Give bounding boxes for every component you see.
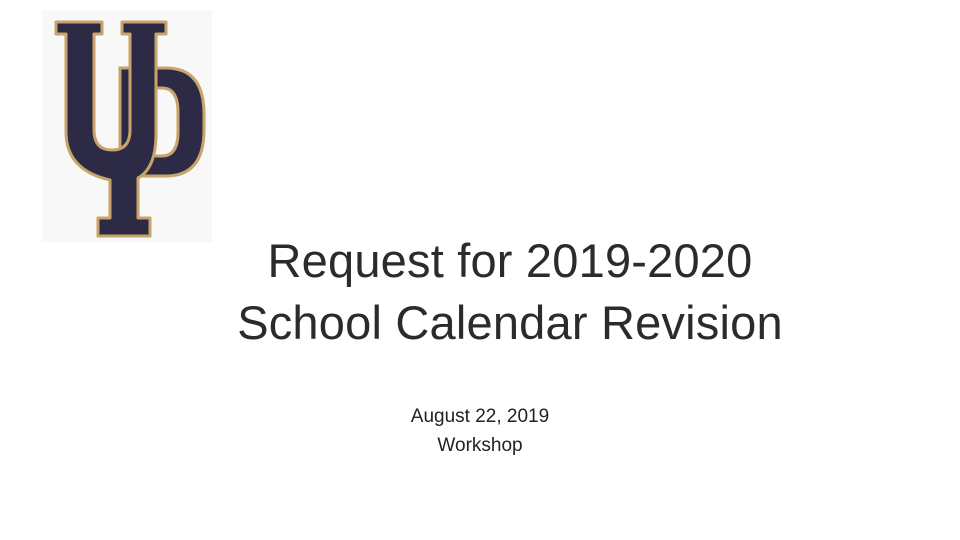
subtitle-date: August 22, 2019 <box>410 406 550 427</box>
ud-monogram-icon <box>42 10 212 242</box>
title-line-1: Request for 2019-2020 <box>267 234 753 287</box>
school-logo <box>42 10 212 242</box>
title-line-2: School Calendar Revision <box>237 296 783 349</box>
slide-title <box>160 230 860 354</box>
slide-subtitle <box>330 402 630 460</box>
subtitle-event: Workshop <box>437 435 523 456</box>
